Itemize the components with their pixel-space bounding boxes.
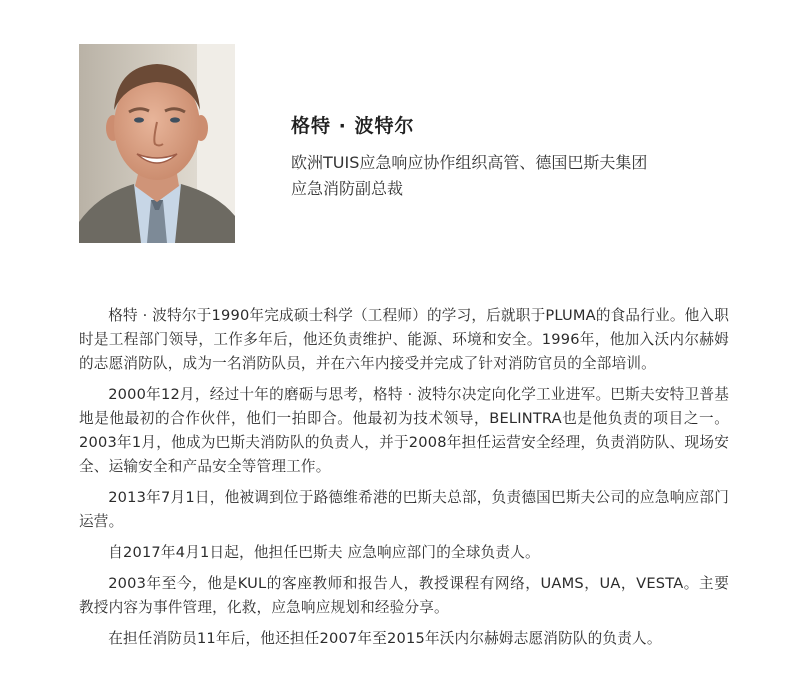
portrait-illustration [79,44,235,243]
bio-paragraph: 在担任消防员11年后，他还担任2007年至2015年沃内尔赫姆志愿消防队的负责人。 [108,630,662,647]
bio-paragraph: 2000年12月，经过十年的磨砺与思考，格特 · 波特尔决定向化学工业进军。巴斯夫安特卫普基地是他最初的合作伙伴，他们一拍即合。他最初为技术领导，BELINTRA也是他负责的项目之一。2003年1月，他成为巴斯夫消防队的负责人，并于2008年担任运营安全经理，负责消防队、现场安全、运输安全和产品安全等管理工作。 [79,386,729,475]
bio-paragraph: 2003年至今，他是KUL的客座教师和报告人，教授课程有网络，UAMS，UA，VESTA。主要教授内容为事件管理，化救，应急响应规划和经验分享。 [79,575,729,616]
bio-paragraph: 格特 · 波特尔于1990年完成硕士科学（工程师）的学习，后就职于PLUMA的食品行业。他入职时是工程部门领导，工作多年后，他还负责维护、能源、环境和安全。1996年，他加入沃内尔赫姆的志愿消防队，成为一名消防队员，并在六年内接受并完成了针对消防官员的全部培训。 [79,307,729,372]
bio-paragraph: 2013年7月1日，他被调到位于路德维希港的巴斯夫总部，负责德国巴斯夫公司的应急响应部门运营。 [79,489,729,530]
title-line: 应急消防副总裁 [291,179,404,198]
bio-paragraph: 自2017年4月1日起，他担任巴斯夫 应急响应部门的全球负责人。 [108,544,540,561]
title-line: 欧洲TUIS应急响应协作组织高管、德国巴斯夫集团 [291,153,648,172]
portrait-photo [79,44,235,243]
person-name: 格特 · 波特尔 [291,115,415,137]
person-title [291,150,761,202]
biography [79,304,729,658]
